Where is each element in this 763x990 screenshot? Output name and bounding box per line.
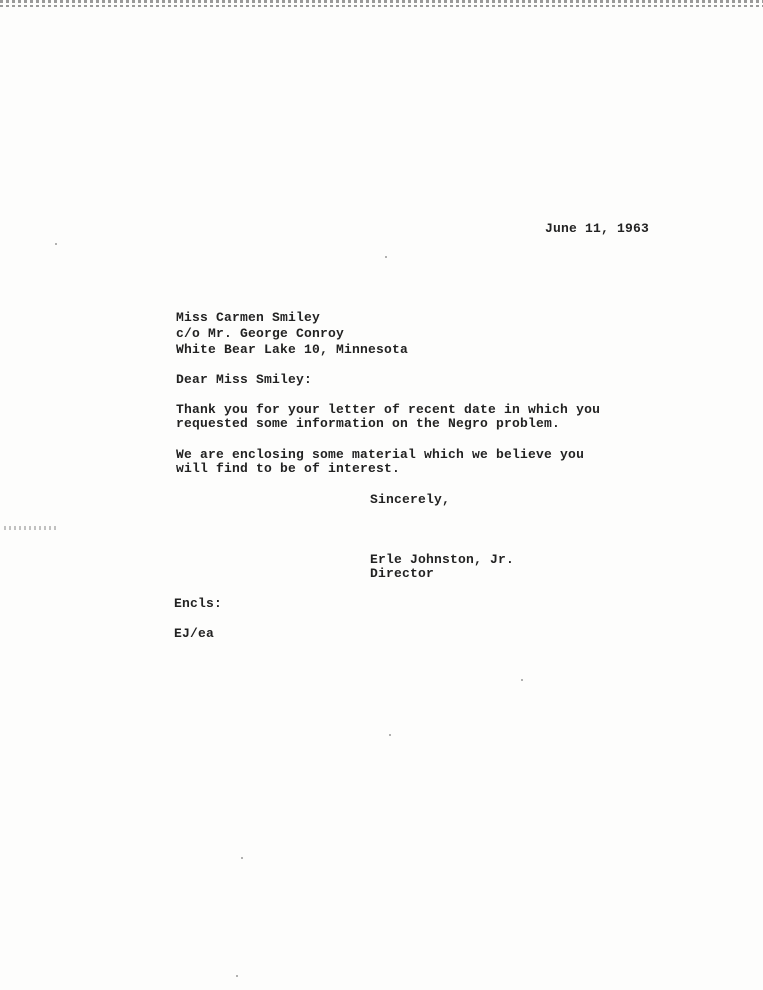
scan-top-edge bbox=[0, 0, 763, 9]
paragraph-2-line-1: We are enclosing some material which we believe you bbox=[176, 447, 585, 462]
salutation: Dear Miss Smiley: bbox=[176, 372, 313, 387]
signer-name: Erle Johnston, Jr. bbox=[370, 552, 515, 567]
speck bbox=[389, 734, 391, 736]
recipient-care-of: c/o Mr. George Conroy bbox=[176, 326, 345, 341]
reference-initials: EJ/ea bbox=[174, 626, 215, 641]
signer-title: Director bbox=[370, 566, 435, 581]
speck bbox=[521, 679, 523, 681]
enclosures-notation: Encls: bbox=[174, 596, 223, 611]
recipient-address: White Bear Lake 10, Minnesota bbox=[176, 342, 409, 357]
paragraph-1-line-1: Thank you for your letter of recent date in which you bbox=[176, 402, 601, 417]
recipient-name: Miss Carmen Smiley bbox=[176, 310, 321, 325]
speck bbox=[55, 243, 57, 245]
paragraph-2-line-2: will find to be of interest. bbox=[176, 461, 401, 476]
speck bbox=[385, 256, 387, 258]
letter-date: June 11, 1963 bbox=[545, 221, 650, 236]
speck bbox=[236, 975, 238, 977]
closing: Sincerely, bbox=[370, 492, 451, 507]
speck bbox=[241, 857, 243, 859]
paragraph-1-line-2: requested some information on the Negro problem. bbox=[176, 416, 561, 431]
scan-artifact bbox=[4, 526, 58, 530]
